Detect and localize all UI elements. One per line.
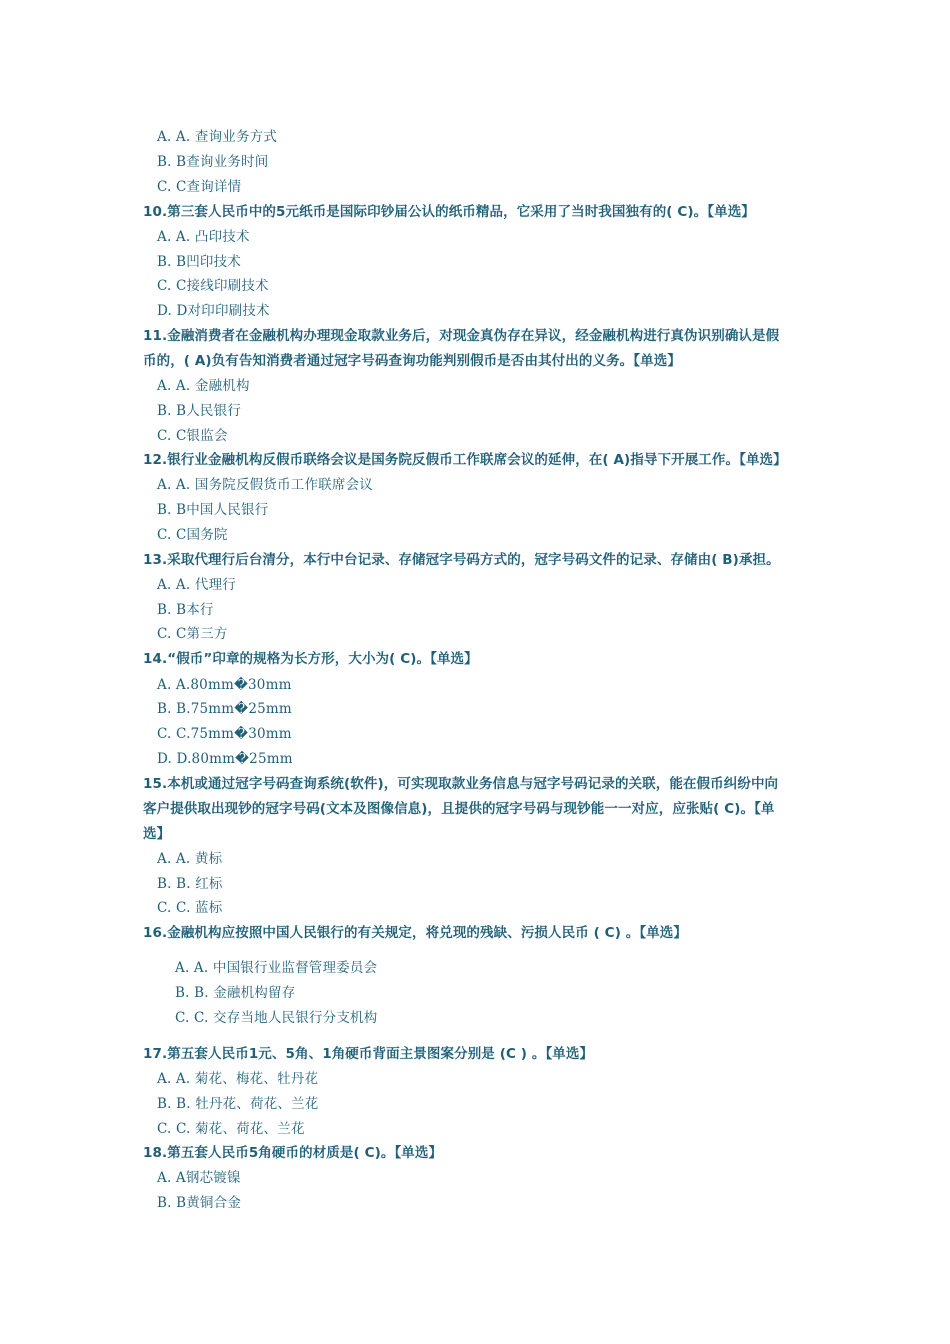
q18-option-b: B. B黄铜合金 bbox=[157, 1195, 242, 1211]
q11-question-line2: 币的，( A)负有告知消费者通过冠字号码查询功能判别假币是否由其付出的义务。【单选】 bbox=[143, 353, 681, 369]
q14-option-b: B. B.75mm�25mm bbox=[157, 701, 292, 717]
q16-option-a: A. A. 中国银行业监督管理委员会 bbox=[175, 960, 378, 976]
q16-option-b: B. B. 金融机构留存 bbox=[175, 985, 296, 1001]
q18-question: 18.第五套人民币5角硬币的材质是( C)。【单选】 bbox=[143, 1145, 443, 1161]
q14-option-d: D. D.80mm�25mm bbox=[157, 751, 293, 767]
q12-question: 12.银行业金融机构反假币联络会议是国务院反假币工作联席会议的延伸，在( A)指导下开展工作。【单选】 bbox=[143, 452, 787, 468]
q12-option-b: B. B中国人民银行 bbox=[157, 502, 269, 518]
q15-question-line1: 15.本机或通过冠字号码查询系统(软件)，可实现取款业务信息与冠字号码记录的关联，能在假币纠纷中向 bbox=[143, 776, 779, 792]
q10-option-a: A. A. 凸印技术 bbox=[157, 229, 250, 245]
q13-option-c: C. C第三方 bbox=[157, 626, 228, 642]
q17-option-b: B. B. 牡丹花、荷花、兰花 bbox=[157, 1096, 319, 1112]
q15-option-b: B. B. 红标 bbox=[157, 876, 223, 892]
q15-option-c: C. C. 蓝标 bbox=[157, 900, 223, 916]
q10-option-c: C. C接线印刷技术 bbox=[157, 278, 269, 294]
q13-question: 13.采取代理行后台清分，本行中台记录、存储冠字号码方式的，冠字号码文件的记录、存储由( B)承担。 bbox=[143, 552, 780, 568]
q15-question-line2: 客户提供取出现钞的冠字号码(文本及图像信息)，且提供的冠字号码与现钞能一一对应，应张贴( C)。【单 bbox=[143, 801, 775, 817]
q14-option-a: A. A.80mm�30mm bbox=[157, 677, 292, 693]
q10-question: 10.第三套人民币中的5元纸币是国际印钞届公认的纸币精品，它采用了当时我国独有的( C)。【单选】 bbox=[143, 204, 755, 220]
q14-question: 14.“假币”印章的规格为长方形，大小为( C)。【单选】 bbox=[143, 651, 478, 667]
q16-question: 16.金融机构应按照中国人民银行的有关规定，将兑现的残缺、污损人民币 ( C) 。【单选】 bbox=[143, 925, 688, 941]
q18-option-a: A. A钢芯镀镍 bbox=[157, 1170, 241, 1186]
q13-option-a: A. A. 代理行 bbox=[157, 577, 236, 593]
q11-option-b: B. B人民银行 bbox=[157, 403, 242, 419]
q11-option-c: C. C银监会 bbox=[157, 428, 228, 444]
q12-option-c: C. C国务院 bbox=[157, 527, 228, 543]
q11-question-line1: 11.金融消费者在金融机构办理现金取款业务后，对现金真伪存在异议，经金融机构进行真伪识别确认是假 bbox=[143, 328, 780, 344]
q14-option-c: C. C.75mm�30mm bbox=[157, 726, 292, 742]
q17-option-a: A. A. 菊花、梅花、牡丹花 bbox=[157, 1071, 319, 1087]
q15-question-line3: 选】 bbox=[143, 826, 171, 842]
q12-option-a: A. A. 国务院反假货币工作联席会议 bbox=[157, 477, 373, 493]
q10-option-b: B. B凹印技术 bbox=[157, 254, 242, 270]
q9-option-a: A. A. 查询业务方式 bbox=[157, 129, 278, 145]
q11-option-a: A. A. 金融机构 bbox=[157, 378, 250, 394]
q13-option-b: B. B本行 bbox=[157, 602, 214, 618]
q10-option-d: D. D对印印刷技术 bbox=[157, 303, 270, 319]
q17-option-c: C. C. 菊花、荷花、兰花 bbox=[157, 1121, 305, 1137]
q16-option-c: C. C. 交存当地人民银行分支机构 bbox=[175, 1010, 378, 1026]
q17-question: 17.第五套人民币1元、5角、1角硬币背面主景图案分别是 (C ) 。【单选】 bbox=[143, 1046, 594, 1062]
q9-option-c: C. C查询详情 bbox=[157, 179, 242, 195]
q15-option-a: A. A. 黄标 bbox=[157, 851, 223, 867]
q9-option-b: B. B查询业务时间 bbox=[157, 154, 269, 170]
